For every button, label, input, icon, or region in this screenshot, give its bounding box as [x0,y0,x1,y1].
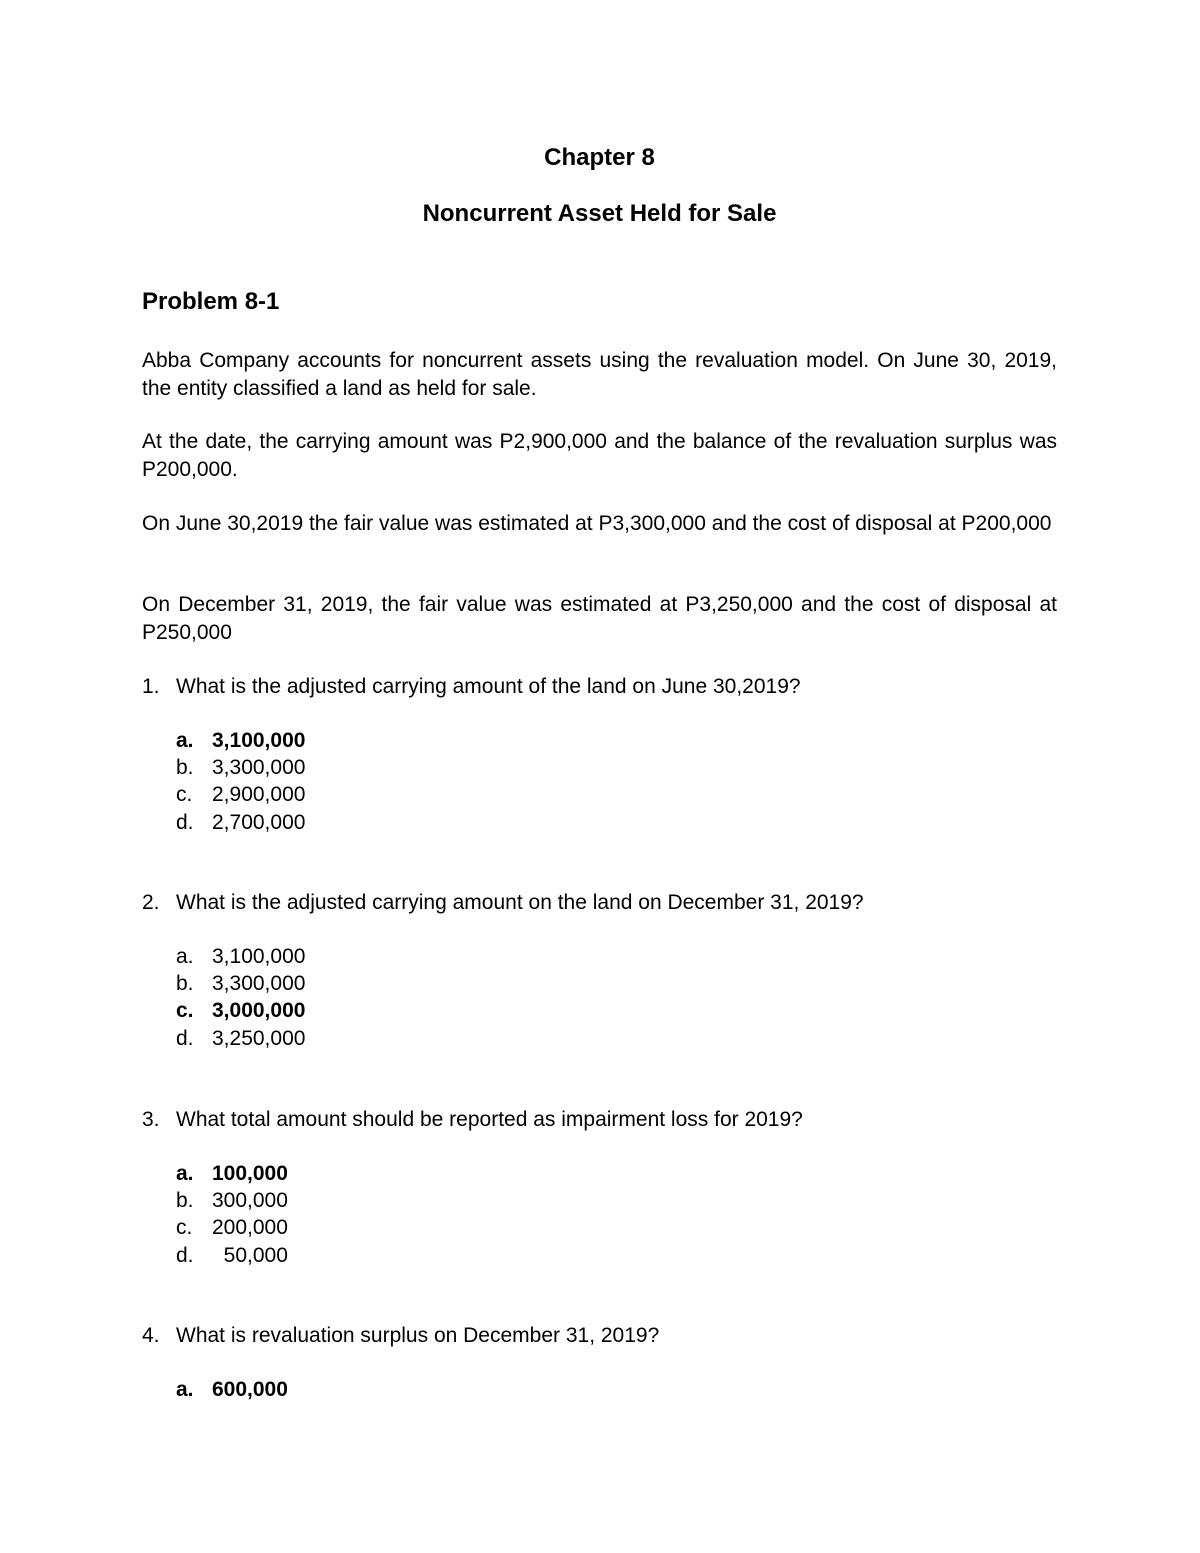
problem-paragraph: On December 31, 2019, the fair value was estimated at P3,250,000 and the cost of disposal at P250,000 [142,593,1057,644]
choice-item [176,781,305,808]
problem-paragraph: Abba Company accounts for noncurrent assets using the revaluation model. On June 30, 2019, the entity classified a land as held for sale. [142,349,1057,400]
choice-list-1 [176,727,305,836]
question-2 [142,889,1057,917]
choice-letter: a. [176,1378,194,1401]
section-heading: Noncurrent Asset Held for Sale [422,200,777,227]
choice-letter: d. [176,1243,194,1267]
choice-letter: a. [176,945,194,968]
choice-value: 3,300,000 [212,972,306,996]
question-4 [142,1322,1057,1350]
choice-list-4 [176,1376,288,1403]
choice-value: 100,000 [212,1162,288,1185]
choice-letter: b. [176,972,194,996]
choice-letter: b. [176,1189,194,1213]
problem-paragraph: On June 30,2019 the fair value was estimated at P3,300,000 and the cost of disposal at P200,000 [142,512,1052,535]
choice-letter: c. [176,783,193,807]
question-number: 2. [142,891,160,914]
choice-value: 50,000 [212,1243,288,1267]
choice-value: 3,000,000 [212,999,306,1023]
choice-item [176,1160,288,1187]
choice-item [176,1214,288,1241]
choice-letter: b. [176,756,194,780]
problem-heading: Problem 8-1 [142,288,280,315]
choice-item [176,754,305,781]
choice-item [176,727,305,754]
choice-list-2 [176,943,305,1052]
choice-letter: c. [176,1216,193,1240]
choice-item [176,1376,288,1403]
choice-item [176,943,305,970]
choice-letter: a. [176,729,194,752]
choice-item [176,1025,305,1052]
question-1 [142,673,1057,701]
choice-value: 3,300,000 [212,756,306,780]
question-number: 4. [142,1324,160,1347]
choice-item [176,970,305,997]
choice-value: 300,000 [212,1189,288,1213]
question-number: 1. [142,675,160,698]
question-3 [142,1106,1057,1134]
choice-letter: d. [176,810,194,834]
choice-value: 200,000 [212,1216,288,1240]
question-text: What is the adjusted carrying amount of the land on June 30,2019? [176,675,801,698]
choice-list-3 [176,1160,288,1269]
question-number: 3. [142,1108,160,1131]
choice-value: 600,000 [212,1378,288,1401]
choice-value: 3,100,000 [212,729,306,752]
choice-value: 2,700,000 [212,810,306,834]
choice-value: 3,250,000 [212,1026,306,1050]
choice-item [176,1242,288,1269]
problem-paragraph: At the date, the carrying amount was P2,900,000 and the balance of the revaluation surplus was P200,000. [142,430,1057,481]
choice-letter: a. [176,1162,194,1185]
question-text: What total amount should be reported as impairment loss for 2019? [176,1108,803,1131]
question-text: What is the adjusted carrying amount on the land on December 31, 2019? [176,891,864,914]
choice-item [176,809,305,836]
choice-item [176,1187,288,1214]
choice-letter: d. [176,1026,194,1050]
chapter-heading: Chapter 8 [544,144,655,171]
choice-value: 2,900,000 [212,783,306,807]
choice-letter: c. [176,999,194,1023]
question-text: What is revaluation surplus on December 31, 2019? [176,1324,660,1347]
choice-item [176,997,305,1024]
choice-value: 3,100,000 [212,945,306,968]
